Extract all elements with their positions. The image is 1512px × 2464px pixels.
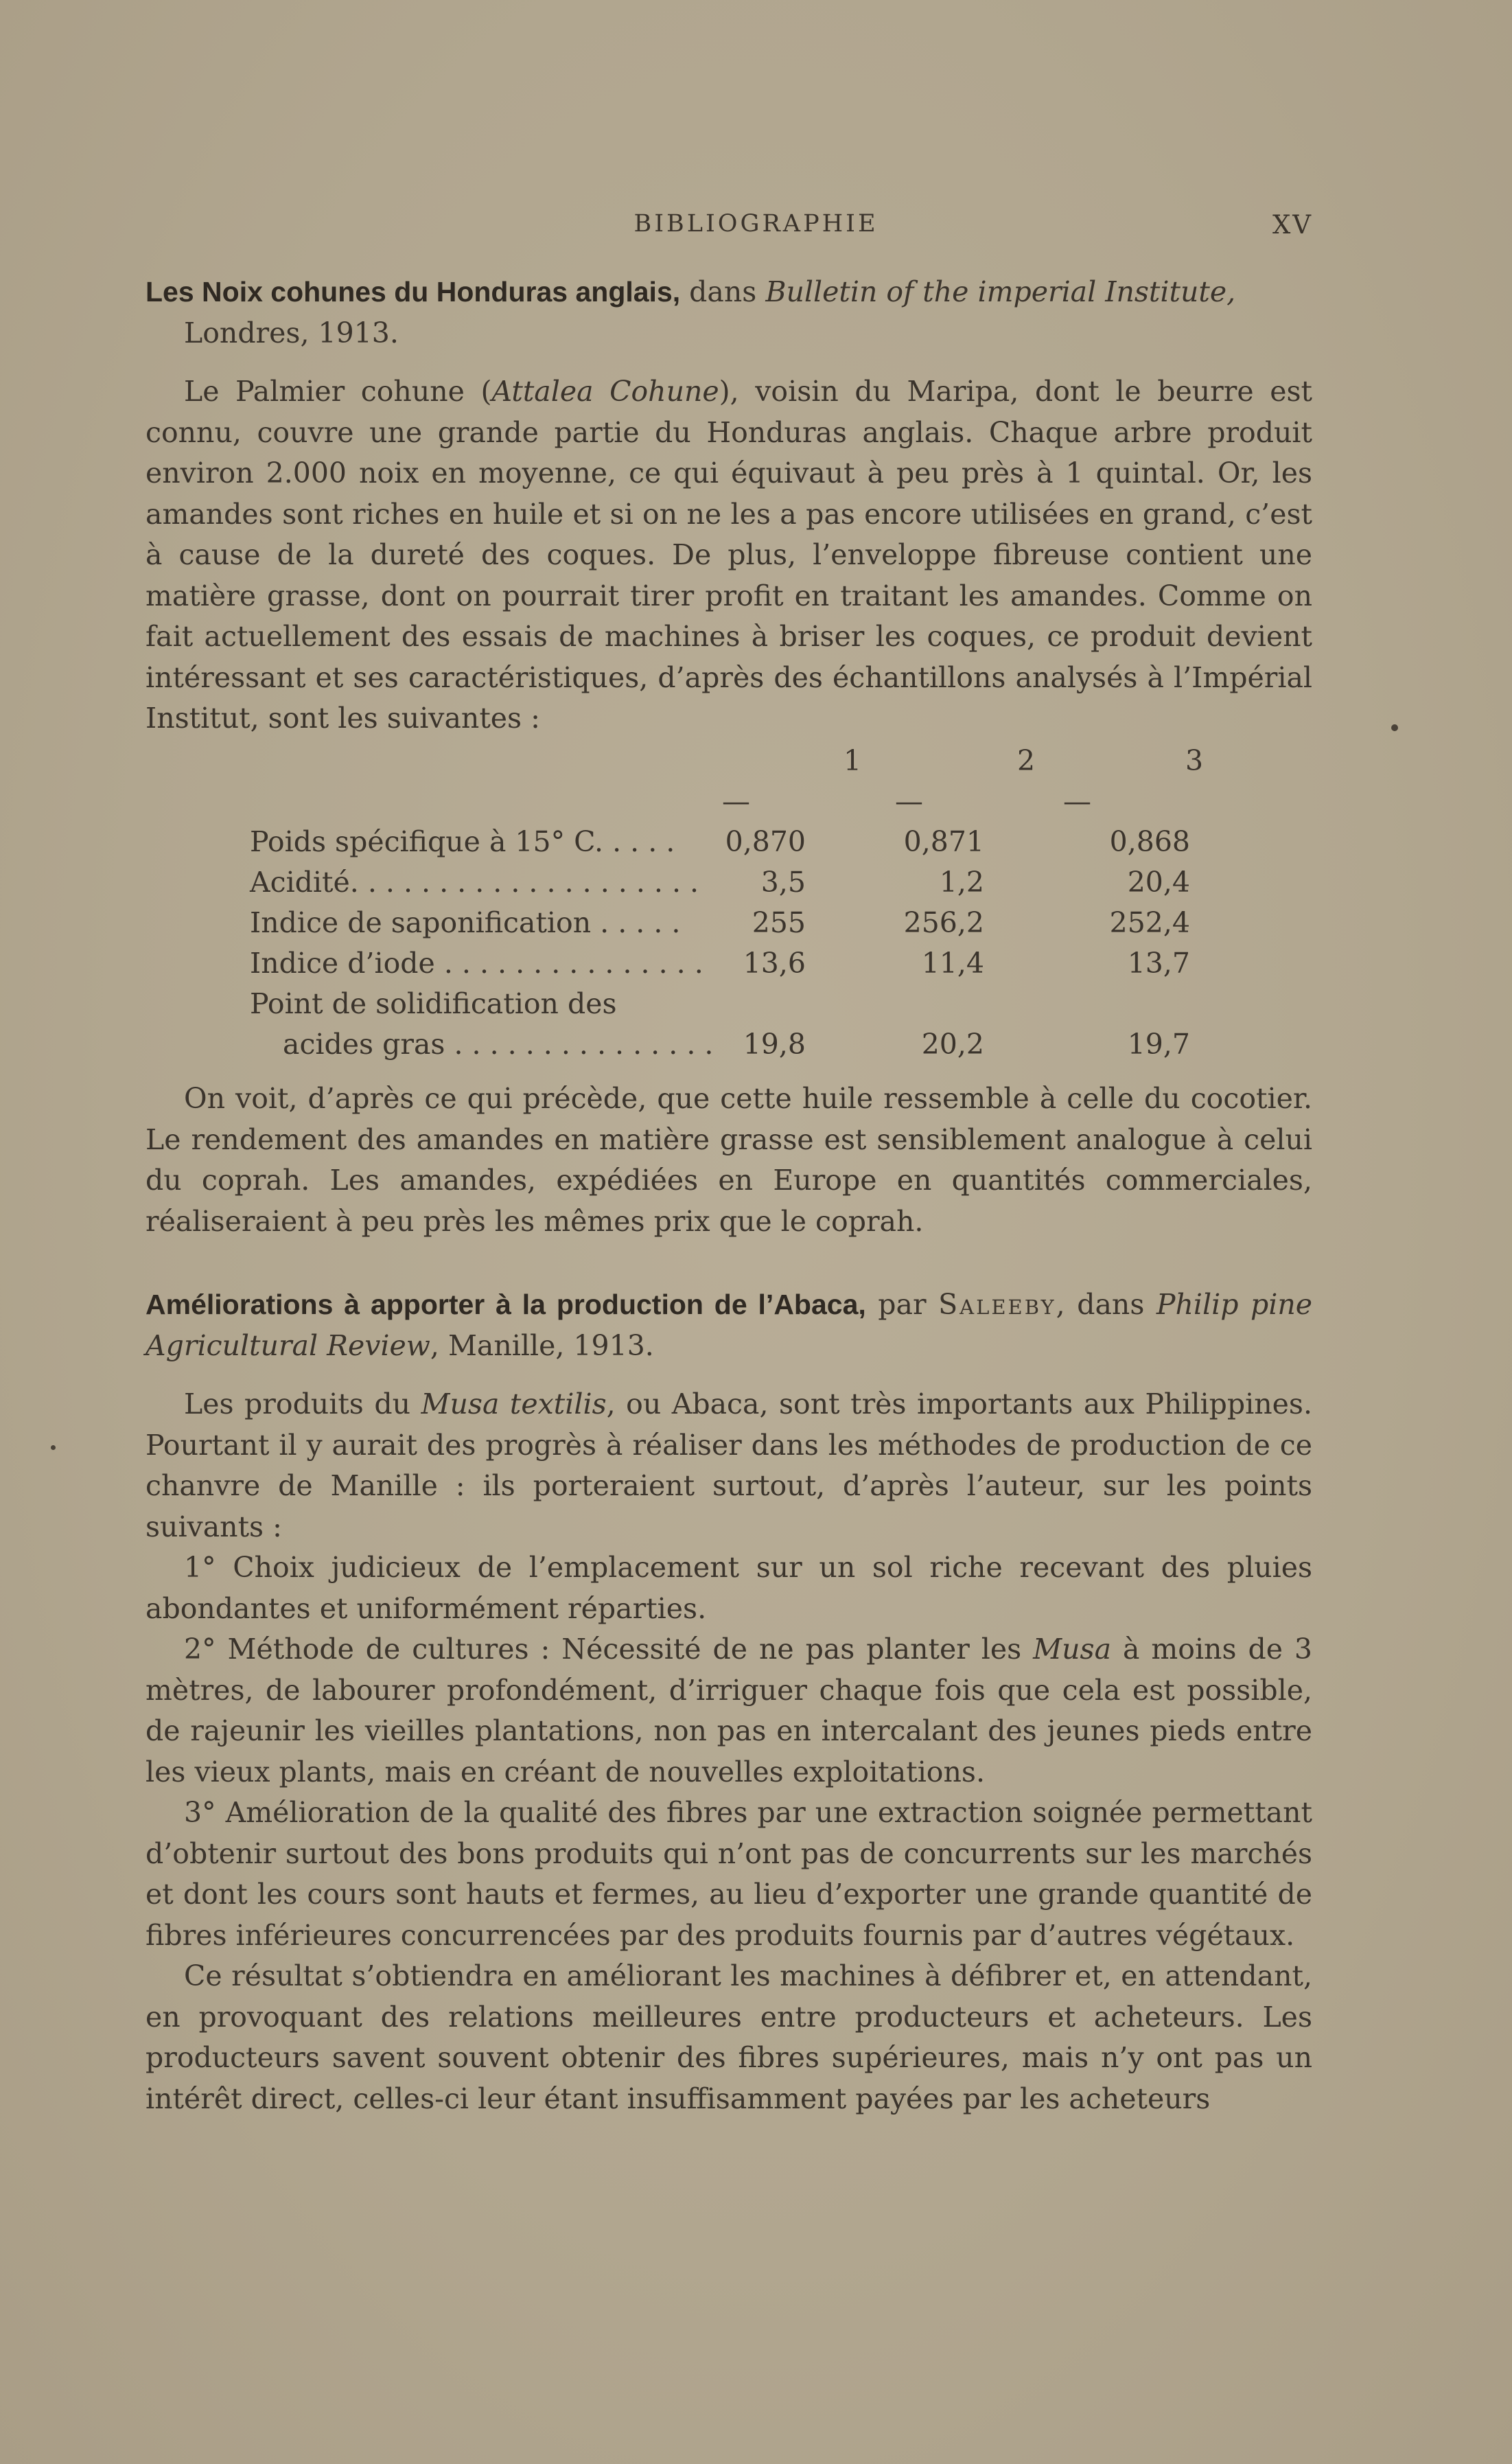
row-label: Indice d’iode . . . . . . . . . . . . . . . (250, 947, 703, 980)
row-value-2: 256,2 (903, 906, 984, 939)
row-label: Acidité. . . . . . . . . . . . . . . . . . . . (250, 866, 699, 899)
article1-in: dans (680, 275, 766, 308)
column-dash-1: — (722, 785, 750, 818)
article1-conclusion: On voit, d’après ce qui précède, que cette huile ressemble à celle du cocotier. Le rendement des amandes en matière grasse est sensiblement analogue à celui du coprah. Les amandes, expédiées en Europe en quantités commerciales, réaliseraient à peu près les mêmes prix que le coprah. (146, 1082, 1312, 1238)
article2-title: Améliorations à apporter à la production de l’Abaca, (146, 1289, 866, 1320)
table-row (146, 987, 1312, 1028)
article2-point2: 2° Méthode de cultures : Nécessité de ne pas planter les Musa à moins de 3 mètres, de labourer profondément, d’irriguer chaque fois que cela est possible, de rajeunir les vieilles plantations, non pas en intercalant des jeunes pieds entre les vieux plants, mais en créant de nouvelles exploitations. (146, 1633, 1313, 1788)
running-header: BIBLIOGRAPHIE (633, 210, 879, 238)
row-value-2: 20,2 (921, 1028, 984, 1061)
article2-body (146, 1384, 1312, 2119)
article1-para-post: ), voisin du Maripa, dont le beurre est connu, couvre une grande partie du Honduras anglais. Chaque arbre produit environ 2.000 noix en moyenne, ce qui équivaut à peu près à 1 quintal. Or, les amandes sont riches en huile et si on ne les a pas encore utilisées en grand, c’est à cause de la dureté des coques. De plus, l’enveloppe fibreuse contient une matière grasse, dont on pourrait tirer profit en traitant les amandes. Comme on fait actuellement des essais de machines à briser les coques, ce produit devient intéressant et ses caractéristiques, d’après des échantillons analysés à l’Impérial Institut, sont les suivantes : (146, 375, 1312, 735)
article2-point1: 1° Choix judicieux de l’emplacement sur un sol riche recevant des pluies abondantes et uniformément réparties. (146, 1551, 1312, 1625)
row-value-2: 0,871 (903, 825, 984, 858)
row-value-1: 13,6 (743, 947, 806, 980)
table-row (146, 866, 1312, 906)
row-value-2: 1,2 (939, 866, 984, 899)
article2-point3: 3° Amélioration de la qualité des fibres par une extraction soignée permettant d’obtenir surtout des bons produits qui n’ont pas de concurrents sur les marchés et dont les cours sont hauts et fermes, au lieu d’exporter une grande quantité de fibres inférieures concurrencées par des produits fournis par d’autres végétaux. (146, 1796, 1312, 1952)
row-label: Poids spécifique à 15° C. . . . . (250, 825, 675, 858)
table-row (146, 947, 1312, 987)
column-dash-2: — (895, 785, 923, 818)
article2-journal: Philip pine Agricultural Review (146, 1288, 1312, 1362)
row-value-1: 0,870 (725, 825, 806, 858)
article2-place-year: , Manille, 1913. (430, 1328, 654, 1362)
article2-final: Ce résultat s’obtiendra en améliorant les machines à défibrer et, en attendant, en provoquant des relations meilleures entre producteurs et acheteurs. Les producteurs savent souvent obtenir des fibres supérieures, mais n’y ont pas un intérêt direct, celles-ci leur étant insuffisamment payées par les acheteurs (146, 1959, 1312, 2115)
row-value-3: 13,7 (1127, 947, 1190, 980)
column-header-1: 1 (843, 744, 862, 777)
speck-mark (51, 1445, 56, 1450)
column-header-3: 3 (1185, 744, 1204, 777)
table-row (146, 825, 1312, 866)
article1-place-year: Londres, 1913. (184, 316, 399, 349)
article1-para-pre: Le Palmier cohune ( (184, 375, 492, 408)
table-dash-row (146, 785, 1312, 825)
row-value-2: 11,4 (921, 947, 984, 980)
table-row (146, 1028, 1312, 1068)
row-value-3: 19,7 (1127, 1028, 1190, 1061)
article1-journal: Bulletin of the imperial Institute, (765, 275, 1236, 308)
article2-intro: Les produits du Musa textilis, ou Abaca, sont très importants aux Philippines. Pourtant il y aurait des progrès à réaliser dans les méthodes de production de ce chanvre de Manille : ils porteraient surtout, d’après l’auteur, sur les points suivants : (146, 1388, 1312, 1543)
table-header-row (146, 744, 1312, 785)
row-value-3: 20,4 (1127, 866, 1190, 899)
row-value-1: 19,8 (743, 1028, 806, 1061)
article2-author: Saleeby (938, 1288, 1056, 1321)
column-header-2: 2 (1016, 744, 1036, 777)
row-value-3: 0,868 (1109, 825, 1190, 858)
row-label: Indice de saponification . . . . . (250, 906, 681, 939)
page-number: XV (1272, 210, 1313, 240)
article1-paragraph (146, 371, 1312, 739)
row-label: acides gras . . . . . . . . . . . . . . . (283, 1028, 714, 1061)
row-value-3: 252,4 (1109, 906, 1190, 939)
article2-by: par (865, 1288, 939, 1321)
speck-mark (1391, 724, 1398, 731)
article1-title: Les Noix cohunes du Honduras anglais, (146, 276, 681, 308)
row-label: Point de solidification des (250, 987, 617, 1020)
article1-citation (146, 272, 1312, 354)
table-row (146, 906, 1312, 947)
article1-para-latin: Attalea Cohune (491, 375, 719, 408)
row-value-1: 255 (752, 906, 806, 939)
column-dash-3: — (1063, 785, 1091, 818)
article2-in: , dans (1056, 1288, 1156, 1321)
article2-citation (146, 1285, 1312, 1366)
row-value-1: 3,5 (760, 866, 806, 899)
